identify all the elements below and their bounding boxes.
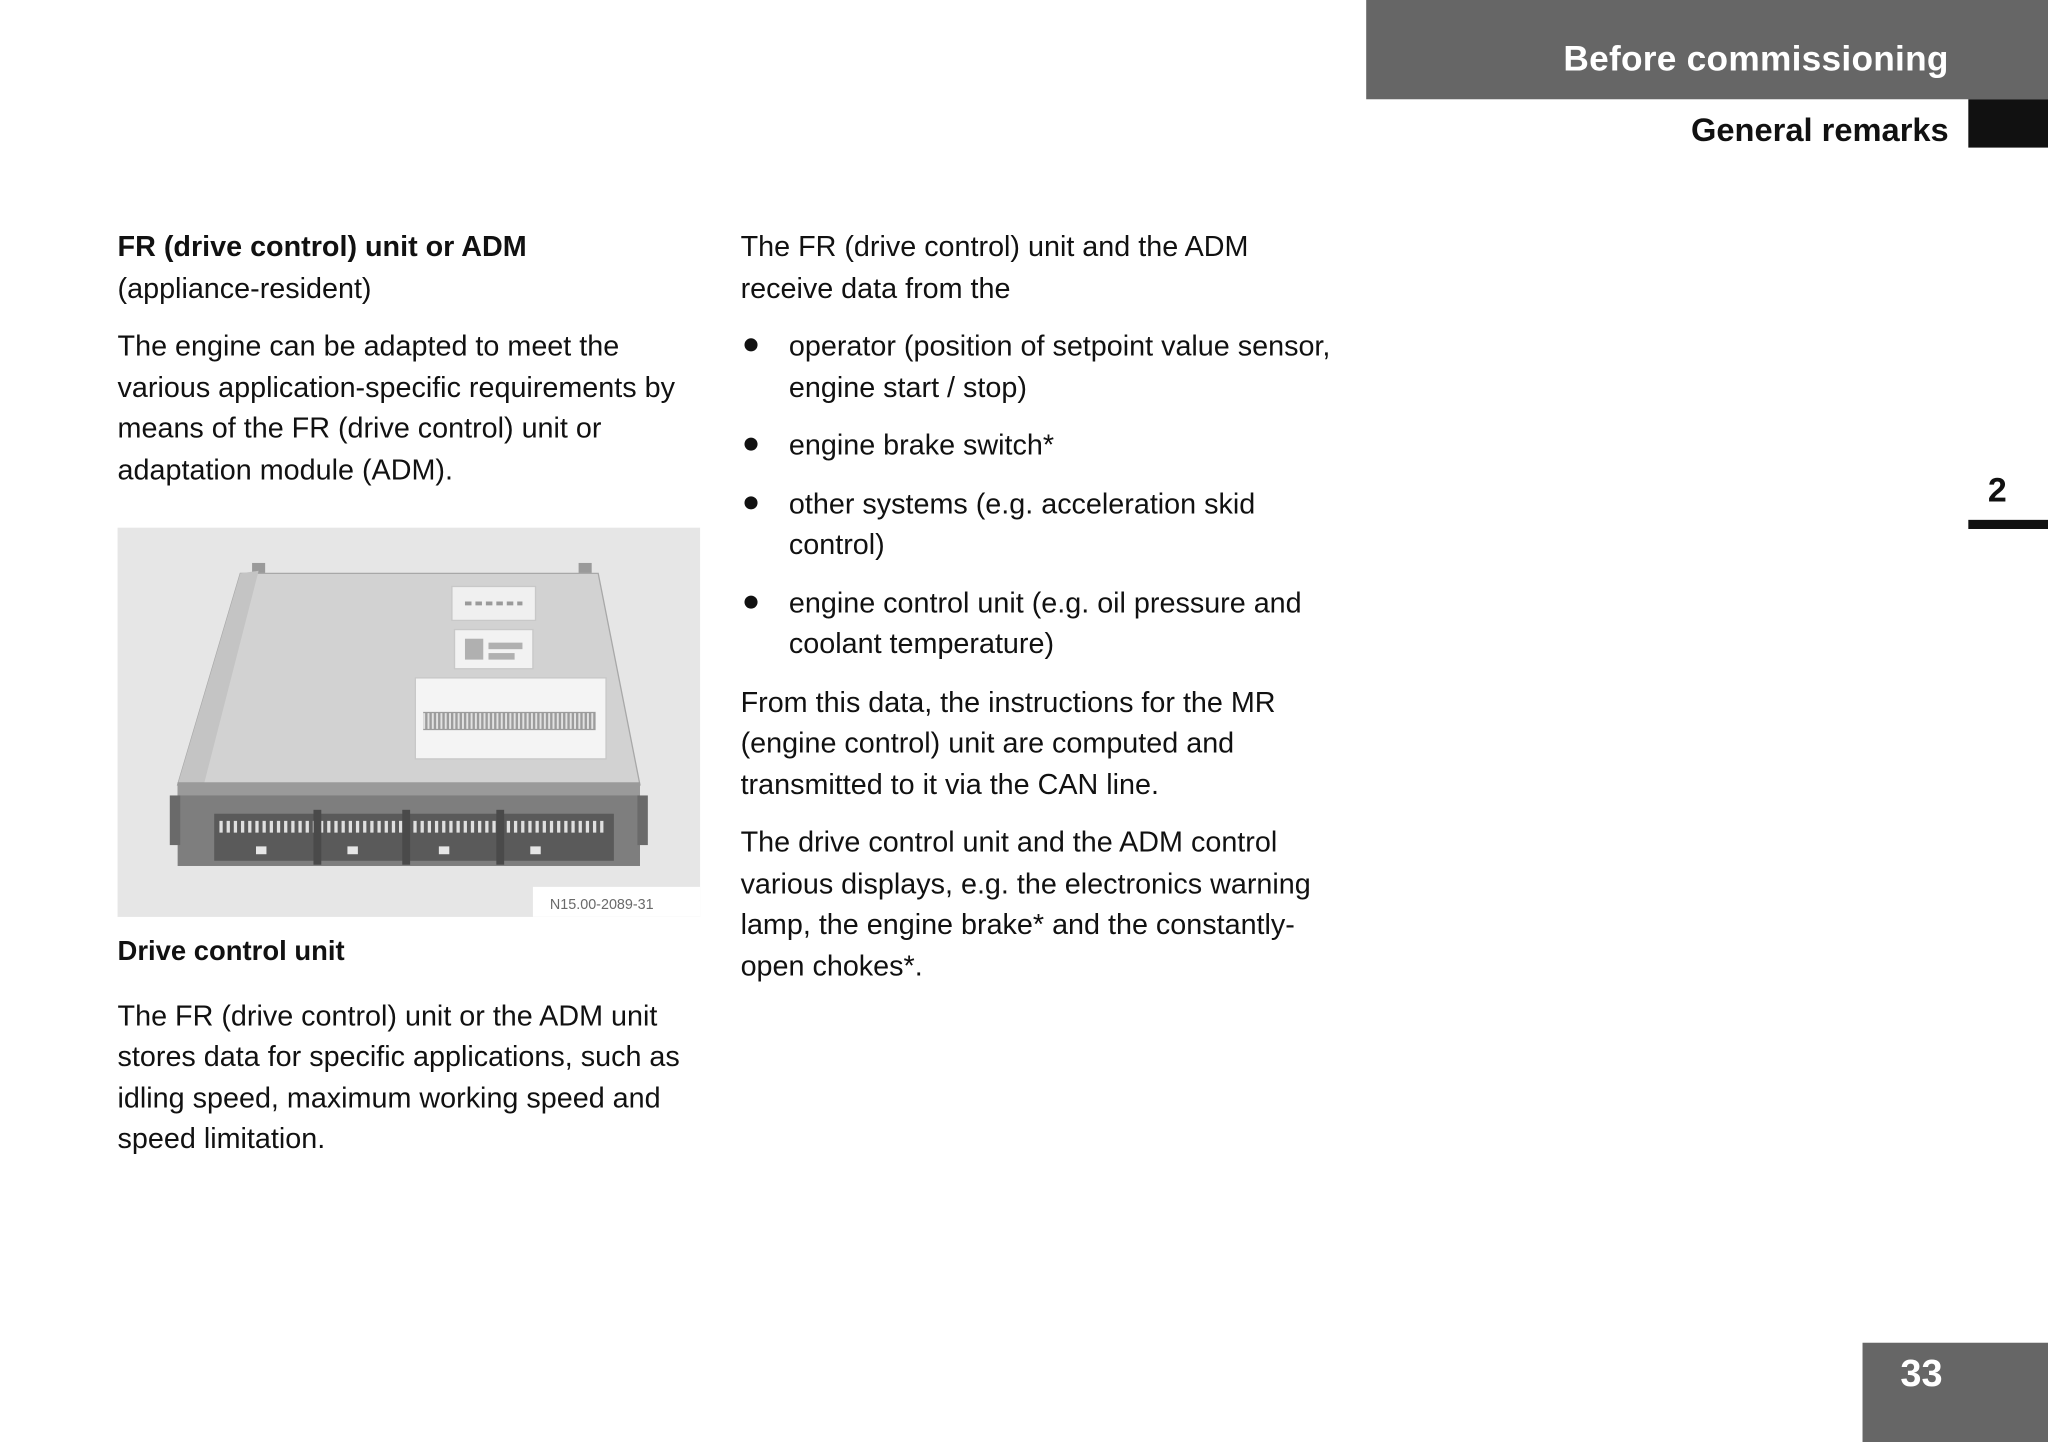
drive-control-unit-figure [118,528,701,917]
storage-paragraph: The FR (drive control) unit or the ADM unit stores data for specific applications, such as idling speed, maximum working speed and speed limitation. [117,998,680,1155]
figure-caption: Drive control unit [117,936,345,967]
section-title: General remarks [1690,112,1949,149]
section-marker [1968,99,2048,147]
page-number-box [1863,1343,2048,1442]
unit-heading: FR (drive control) unit or ADM [117,229,527,263]
bullet-icon [744,338,757,351]
right-column [741,226,1342,1003]
list-item-text: operator (position of setpoint value sensor, engine start / stop) [788,329,1331,403]
left-column [118,226,703,1176]
list-item-text: engine control unit (e.g. oil pressure and coolant temperature) [788,585,1302,660]
displays-paragraph: The drive control unit and the ADM control various displays, e.g. the electronics warning lamp, the engine brake* and the constantly-open chokes*. [740,825,1311,982]
intro-paragraph: The engine can be adapted to meet the various application-specific requirements by means of the FR (drive control) unit or adaptation module (ADM). [117,329,675,486]
chapter-title: Before commissioning [1563,39,1949,79]
data-sources-list [741,325,1342,664]
list-item-text: engine brake switch* [788,428,1055,462]
list-item [741,582,1342,664]
chapter-tab-label: 2 [1987,470,2007,510]
list-item-text: other systems (e.g. acceleration skid control) [788,486,1256,561]
list-item [741,483,1342,565]
drive-control-unit-illustration [118,528,701,917]
list-item [741,425,1342,466]
bullet-icon [744,438,757,451]
receive-intro: The FR (drive control) unit and the ADM receive data from the [740,229,1249,304]
chapter-tab-rule [1968,520,2048,529]
page-number: 33 [1900,1353,1943,1395]
unit-subheading: (appliance-resident) [117,271,372,304]
computation-paragraph: From this data, the instructions for the MR (engine control) unit are computed and transmitted to it via the CAN line. [740,685,1276,801]
figure-reference: N15.00-2089-31 [549,897,654,914]
bullet-icon [744,496,757,509]
unit-heading-block [118,226,703,308]
list-item [741,325,1342,407]
bullet-icon [744,595,757,608]
